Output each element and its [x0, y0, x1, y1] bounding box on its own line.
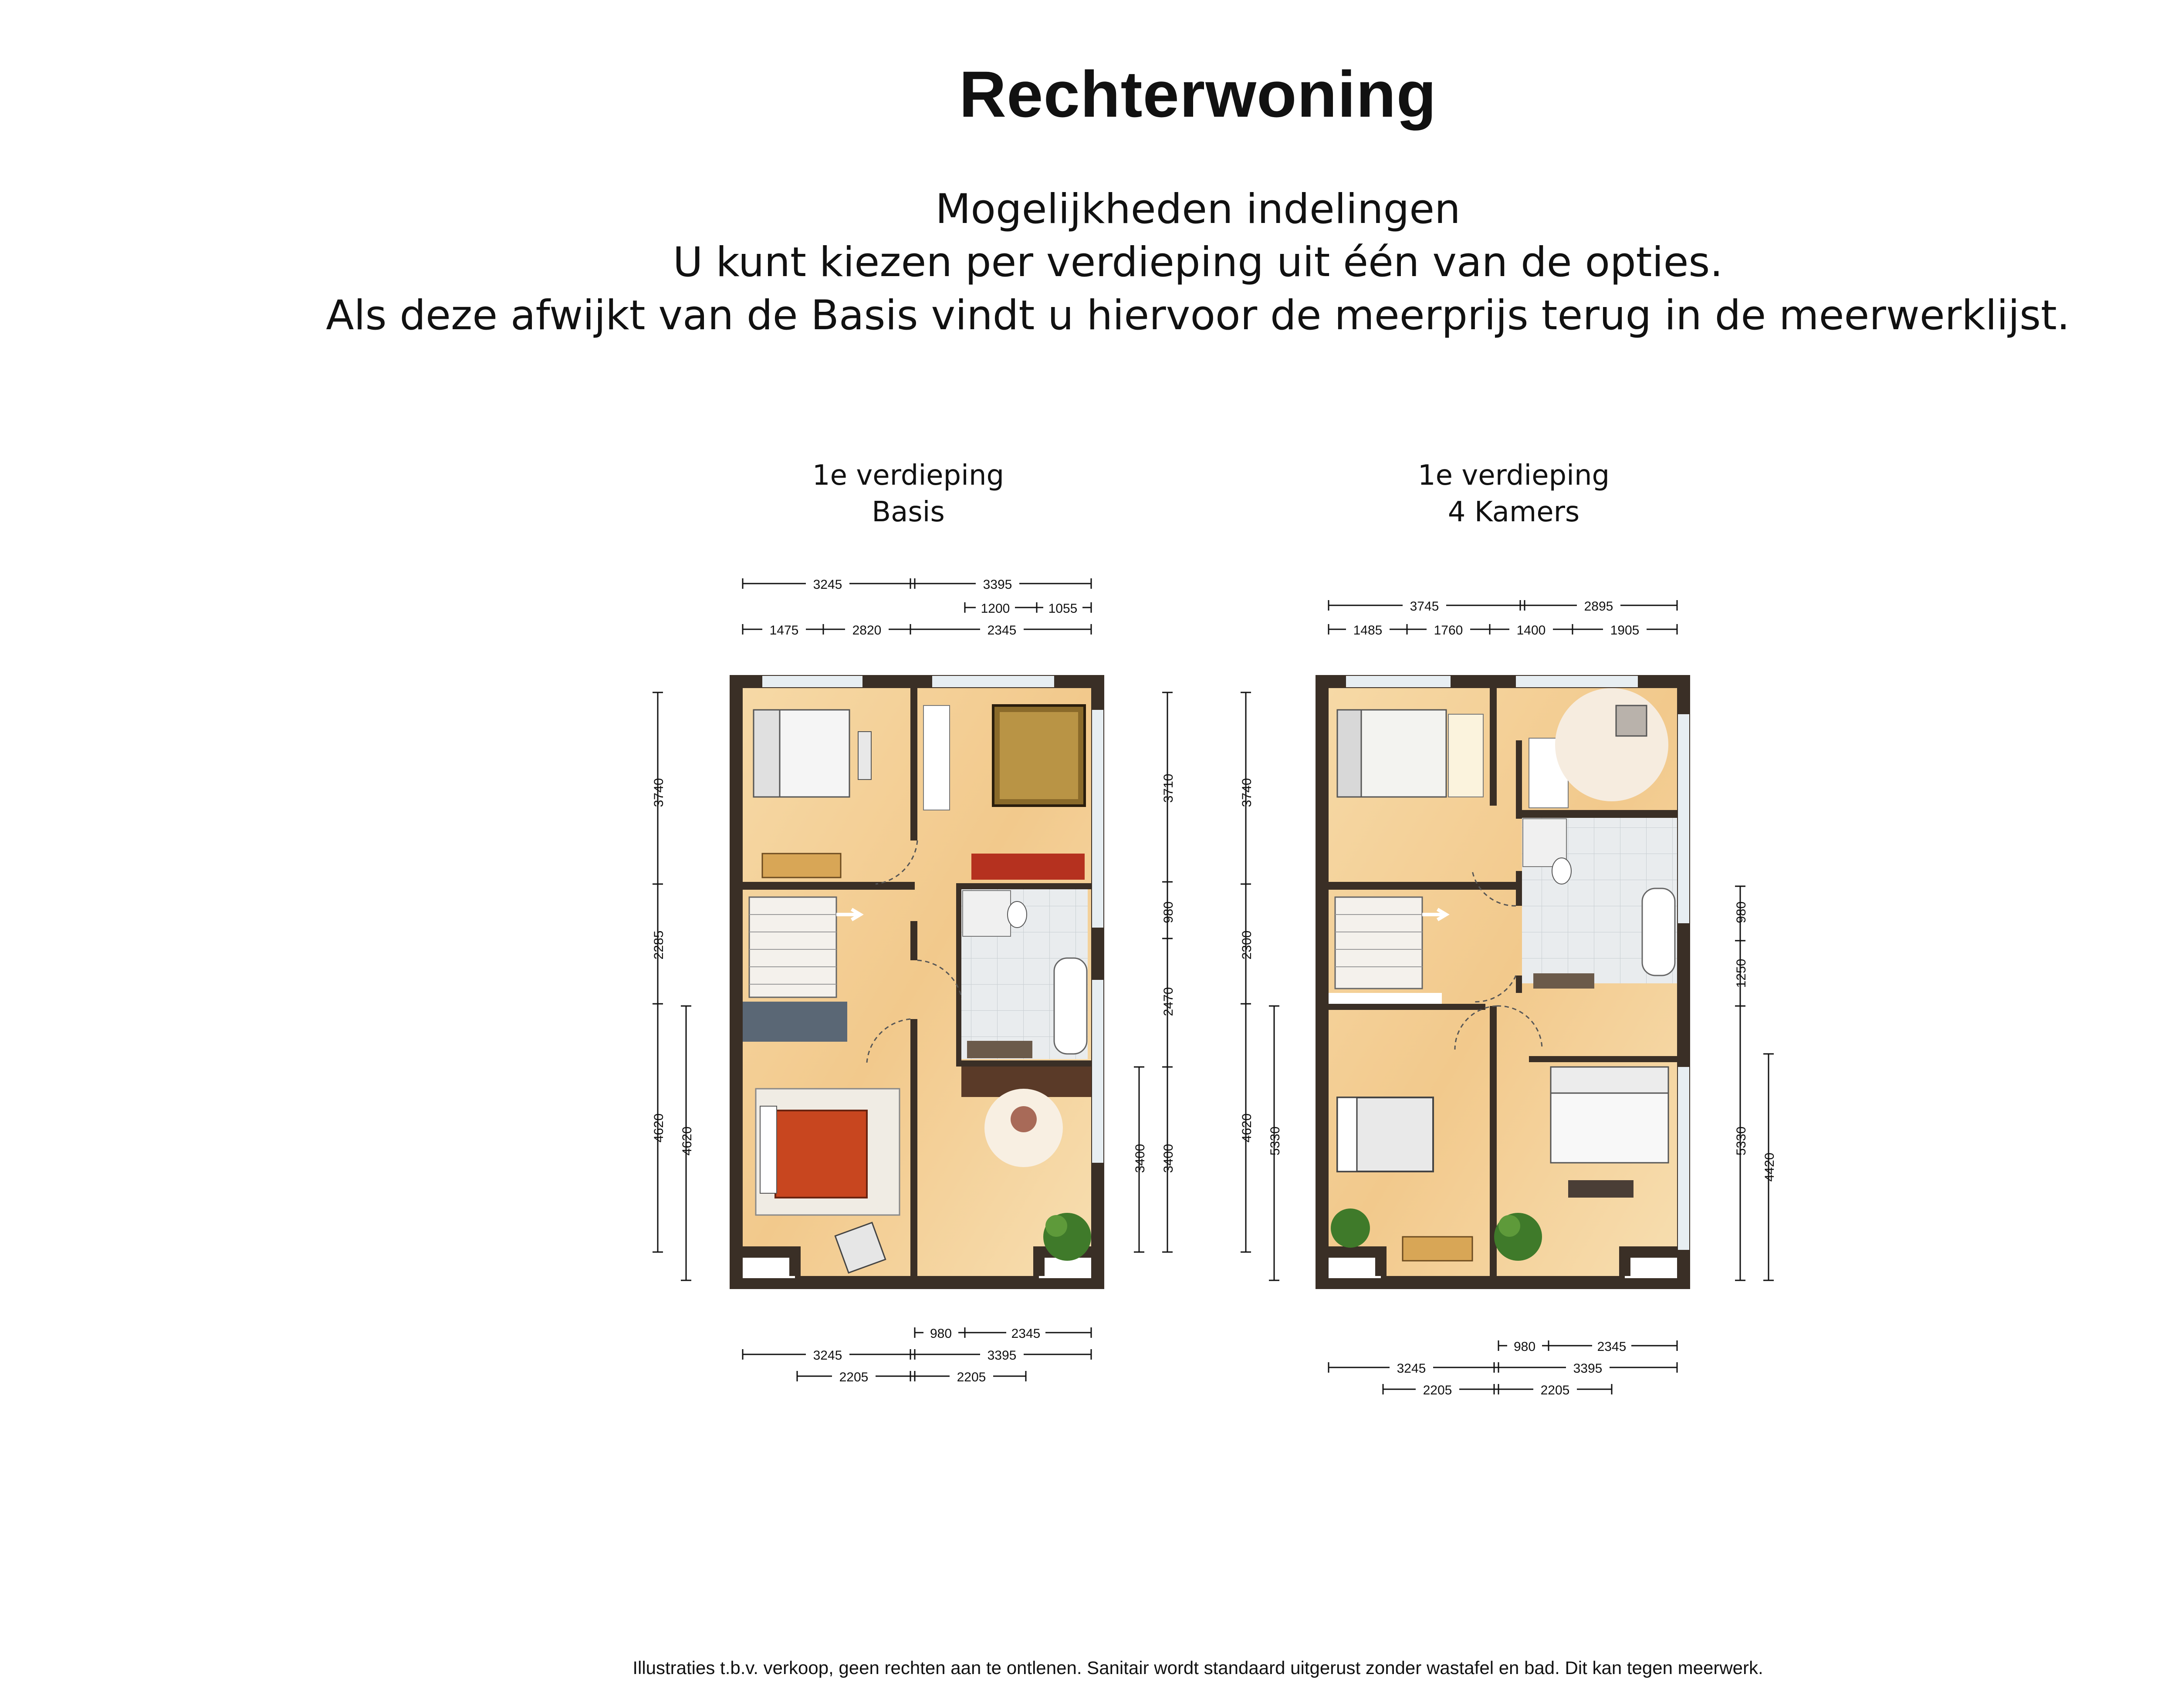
dim-label: 3245 — [813, 1348, 842, 1363]
dim-label: 2205 — [957, 1370, 986, 1384]
dim-label: 2345 — [987, 623, 1017, 638]
plan-variant-label: Basis — [872, 496, 945, 528]
chair-icon — [1616, 705, 1647, 736]
cabinet-icon — [971, 854, 1085, 880]
dim-label: 2300 — [1240, 930, 1254, 960]
floor-plan-4-kamers — [1228, 566, 1816, 1402]
dim-label: 980 — [1161, 901, 1176, 924]
dim-label: 980 — [930, 1327, 952, 1341]
dim-label: 2345 — [1597, 1340, 1627, 1354]
dim-label: 3740 — [1240, 778, 1254, 807]
rug-icon — [1555, 688, 1668, 801]
plant-icon — [1043, 1213, 1091, 1261]
dim-label: 5330 — [1734, 1126, 1748, 1156]
dim-label: 2820 — [852, 623, 882, 638]
dim-label: 2895 — [1584, 599, 1613, 614]
bed-double-icon — [756, 1089, 900, 1215]
intro-text — [0, 183, 2178, 342]
dim-label: 3395 — [1573, 1361, 1603, 1376]
disclaimer-footnote: Illustraties t.b.v. verkoop, geen rechten aan te ontlenen. Sanitair wordt standaard uitgerust zonder wastafel en bad. Dit kan tegen meerwerk. — [632, 1657, 1763, 1678]
dim-label: 2205 — [1540, 1383, 1570, 1397]
rug-icon — [1568, 1180, 1634, 1198]
floor-plan-basis — [632, 566, 1220, 1402]
chair-icon — [1011, 1106, 1037, 1132]
toilet-icon — [1552, 858, 1571, 884]
dim-label: 2470 — [1161, 987, 1176, 1016]
plant-icon — [1494, 1213, 1542, 1261]
dim-label: 3710 — [1161, 773, 1176, 803]
dim-label: 4420 — [1762, 1152, 1777, 1182]
plan-heading-4-kamers — [1296, 457, 1732, 530]
desk-icon — [762, 854, 841, 878]
dim-label: 4620 — [652, 1113, 666, 1143]
dim-label: 1250 — [1734, 959, 1748, 988]
dim-label: 1760 — [1434, 623, 1463, 638]
toilet-icon — [1008, 901, 1027, 928]
dim-label: 4620 — [1240, 1113, 1254, 1143]
bathroom-area — [961, 889, 1088, 1059]
dim-label: 3395 — [983, 577, 1012, 592]
intro-line: Als deze afwijkt van de Basis vindt u hiervoor de meerprijs terug in de meerwerklijst. — [326, 292, 2070, 339]
dim-label: 2345 — [1011, 1327, 1041, 1341]
dim-label: 1055 — [1048, 601, 1078, 616]
dim-label: 1200 — [981, 601, 1010, 616]
dim-label: 3745 — [1410, 599, 1439, 614]
bed-double-icon — [1337, 710, 1483, 797]
bathtub-icon — [1054, 958, 1087, 1054]
dim-label: 1400 — [1516, 623, 1546, 638]
dim-label: 3400 — [1161, 1144, 1176, 1173]
intro-line: U kunt kiezen per verdieping uit één van de opties. — [673, 239, 1723, 286]
dim-label: 3400 — [1133, 1144, 1147, 1173]
dim-label: 1475 — [769, 623, 799, 638]
bed-double-icon — [993, 705, 1085, 806]
dim-label: 980 — [1513, 1340, 1536, 1354]
plan-variant-label: 4 Kamers — [1447, 496, 1580, 528]
dim-label: 5330 — [1268, 1126, 1282, 1156]
bathtub-icon — [1642, 888, 1675, 976]
plan-floor-label: 1e verdieping — [1417, 459, 1610, 492]
bed-double-icon — [1551, 1067, 1668, 1163]
sink-icon — [967, 1041, 1032, 1058]
plan-floor-label: 1e verdieping — [812, 459, 1004, 492]
dim-label: 980 — [1734, 901, 1748, 924]
right-dimensions — [1735, 886, 1774, 1280]
intro-line: Mogelijkheden indelingen — [935, 186, 1461, 233]
dim-label: 2205 — [1423, 1383, 1452, 1397]
dim-label: 2205 — [839, 1370, 869, 1384]
dim-label: 1485 — [1353, 623, 1383, 638]
dim-label: 3395 — [987, 1348, 1017, 1363]
dim-label: 3245 — [1397, 1361, 1426, 1376]
desk-icon — [1403, 1237, 1472, 1261]
dim-label: 4620 — [680, 1126, 694, 1156]
bed-single-icon — [1337, 1097, 1433, 1171]
dim-label: 3740 — [652, 778, 666, 807]
dim-label: 3245 — [813, 577, 842, 592]
sink-icon — [1533, 973, 1594, 989]
bathroom-area — [1522, 818, 1677, 989]
wardrobe-icon — [923, 705, 950, 810]
plan-heading-basis — [690, 457, 1126, 530]
page-title: Rechterwoning — [959, 57, 1437, 131]
dim-label: 1905 — [1610, 623, 1640, 638]
dim-label: 2285 — [652, 930, 666, 960]
plant-icon — [1331, 1208, 1370, 1248]
